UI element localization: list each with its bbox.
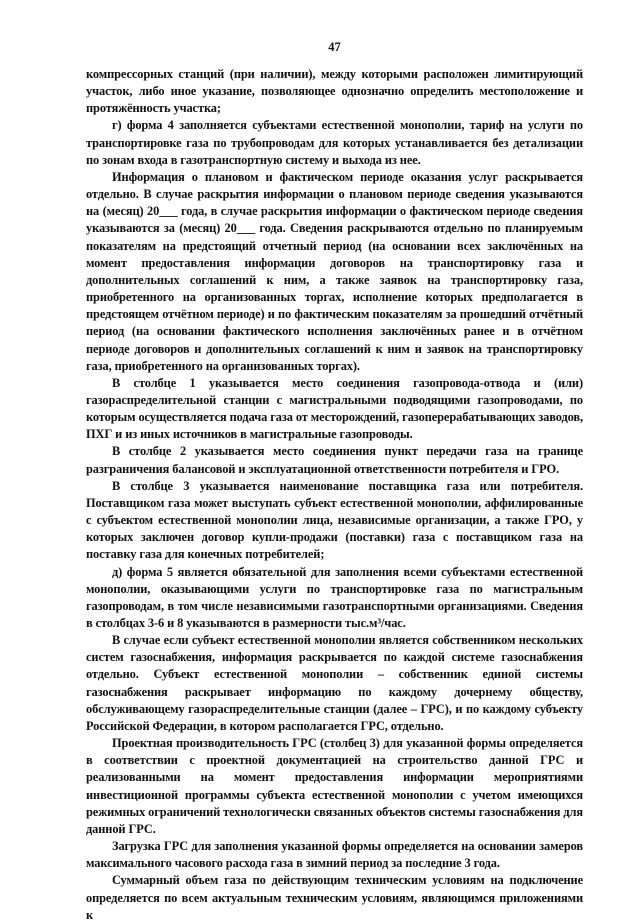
paragraph-form-5: д) форма 5 является обязательной для заполнения всеми субъектами естественной монополии, оказывающими услуги по транспортировке газа по магистральным газопроводам, в том числе независимыми газотранспортными организациями. Сведения в столбцах 3-6 и 8 указываются в размерности тыс.м³/час.	[86, 564, 583, 630]
paragraph-column-1: В столбце 1 указывается место соединения газопровода-отвода и (или) газораспределительной станции с магистральными подводящими газопроводами, по которым осуществляется подача газа от месторождений, газоперерабатывающих заводов, ПХГ и из иных источников в магистральные газопроводы.	[86, 375, 583, 442]
paragraph-column-3: В столбце 3 указывается наименование поставщика газа или потребителя. Поставщиком газа может выступать субъект естественной монополии, аффилированные с субъектом естественной монополии лица, независимые организации, а также ГРО, у которых заключен договор купли-продажи (поставки) газа с поставщиком газа на поставку газа для конечных потребителей;	[86, 478, 583, 562]
page-number: 47	[328, 40, 341, 54]
paragraph-column-2: В столбце 2 указывается место соединения пункт передачи газа на границе разграничения балансовой и эксплуатационной ответственности потребителя и ГРО.	[86, 444, 583, 476]
paragraph-period-info: Информация о плановом и фактическом периоде оказания услуг раскрывается отдельно. В случае раскрытия информации о плановом периоде сведения указываются на (месяц) 20___ года, в случае раскрытия информации о фактическом периоде сведения указываются за (месяц) 20___ года. Сведения раскрываются отдельно по планируемым показателям на предстоящий отчетный период (на основании всех заключённых на момент предоставления информации договоров на транспортировку газа и дополнительных соглашений к ним, а также заявок на транспортировку газа, приобретенного на организованных торгах, исполнение которых предполагается в предстоящем отчётном периоде) и по фактическим показателям за прошедший отчётный период (на основании фактического исполнения заключённых ранее и в отчётном периоде договоров и дополнительных соглашений к ним и заявок на транспортировку газа, приобретенного на организованных торгах).	[86, 169, 583, 373]
paragraph-total-volume: Суммарный объем газа по действующим техническим условиям на подключение определяется по всем актуальным техническим условиям, являющимся приложениями к	[86, 873, 583, 922]
paragraph-continuation: компрессорных станций (при наличии), между которыми расположен лимитирующий участок, либо иное указание, позволяющее однозначно определить местоположение и протяжённость участка;	[86, 67, 583, 116]
paragraph-form-4: г) форма 4 заполняется субъектами естественной монополии, тариф на услуги по транспортировке газа по трубопроводам для которых устанавливается без детализации по зонам входа в газотранспортную систему и выхода из нее.	[86, 118, 583, 167]
paragraph-design-capacity: Проектная производительность ГРС (столбец 3) для указанной формы определяется в соответствии с проектной документацией на строительство данной ГРС и реализованными на момент предоставления информации мероприятиями инвестиционной программы субъекта естественной монополии с учетом имеющихся режимных ограничений технологически связанных объектов системы газоснабжения для данной ГРС.	[86, 736, 583, 836]
paragraph-multiple-systems: В случае если субъект естественной монополии является собственником нескольких систем газоснабжения, информация раскрывается по каждой системе газоснабжения отдельно. Субъект естественной монополии – собственник единой системы газоснабжения раскрывает информацию по каждому дочернему обществу, обслуживающему газораспределительные станции (далее – ГРС), и по каждому субъекту Российской Федерации, в котором располагается ГРС, отдельно.	[86, 633, 583, 733]
paragraph-load: Загрузка ГРС для заполнения указанной формы определяется на основании замеров максимального часового расхода газа в зимний период за последние 3 года.	[86, 839, 583, 871]
